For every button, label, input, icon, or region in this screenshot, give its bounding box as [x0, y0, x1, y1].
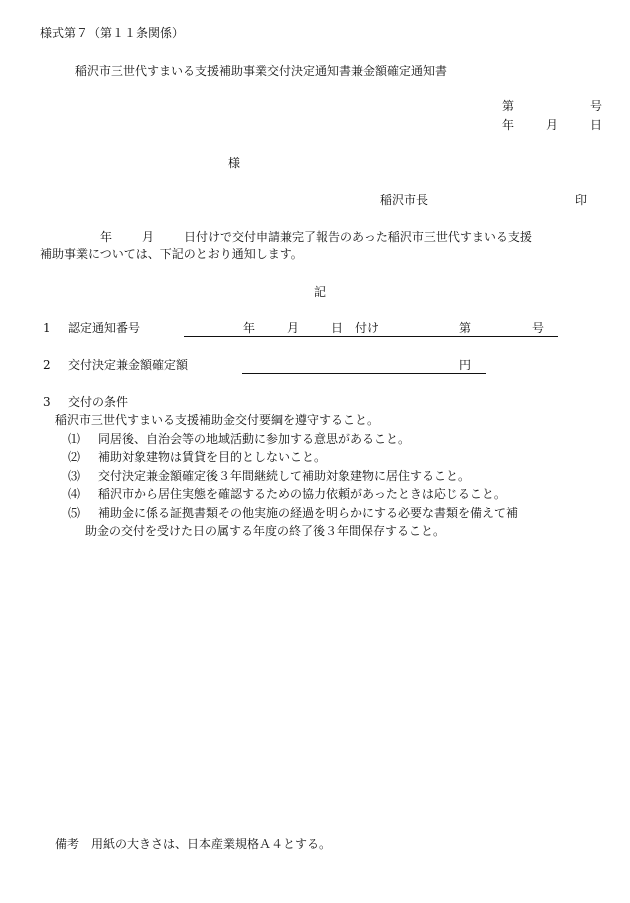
- issuer-name: 稲沢市長: [380, 193, 429, 207]
- grant-amount-underline: [242, 373, 486, 374]
- conditions-lead: 稲沢市三世代すまいる支援補助金交付要綱を遵守すること。: [55, 413, 380, 427]
- document-title: 稲沢市三世代すまいる支援補助事業交付決定通知書兼金額確定通知書: [75, 64, 448, 78]
- certification-number-underline: [184, 336, 558, 337]
- footnote: 備考 用紙の大きさは、日本産業規格Ａ４とする。: [55, 837, 332, 851]
- seal-mark: 印: [575, 193, 588, 207]
- addressee-suffix: 様: [228, 156, 241, 170]
- ki-heading: 記: [314, 285, 327, 299]
- form-label: 様式第７（第１１条関係）: [40, 26, 185, 40]
